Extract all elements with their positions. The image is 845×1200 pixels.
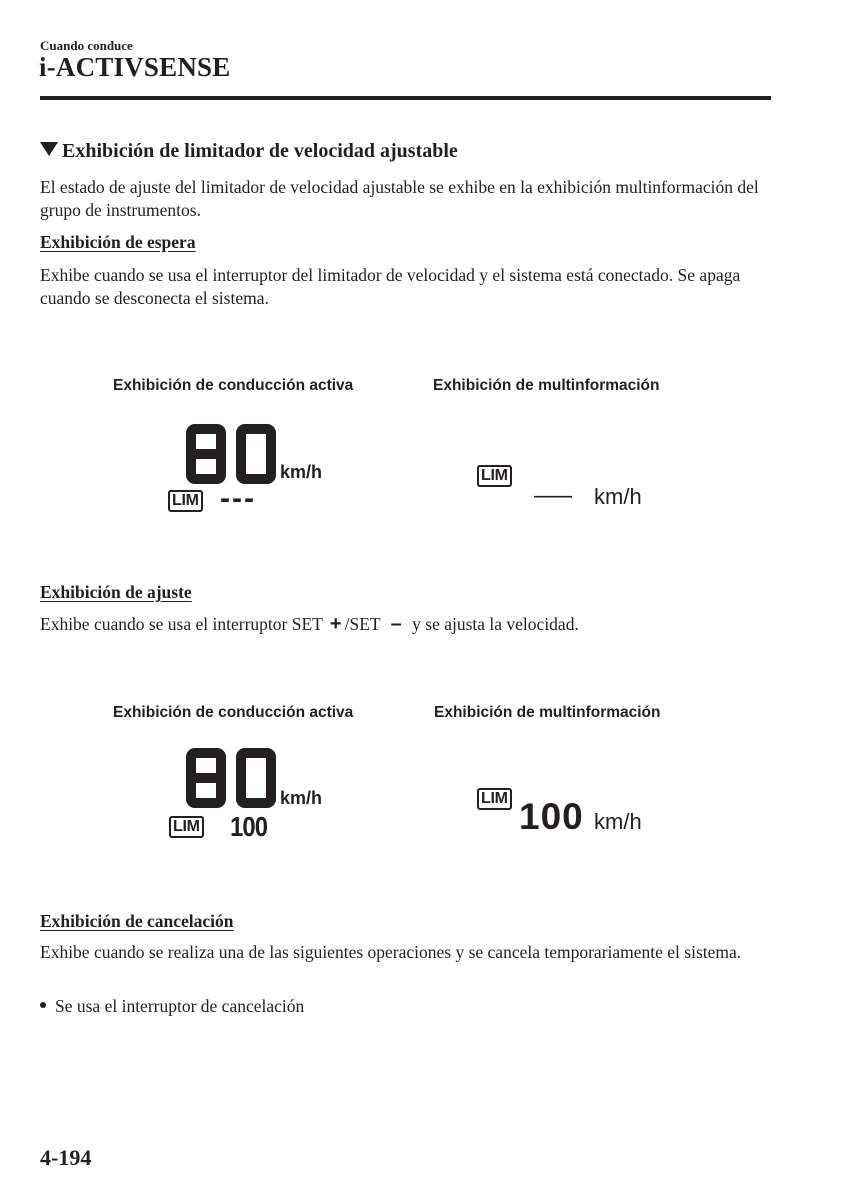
setting-active-unit: km/h <box>280 788 323 808</box>
setting-active-lim-badge: LIM <box>169 816 204 838</box>
setting-multi-unit: km/h <box>594 809 642 834</box>
setting-figure <box>0 697 845 857</box>
section-heading-text: Exhibición de limitador de velocidad ajustable <box>62 140 458 162</box>
cancel-subheading: Exhibición de cancelación <box>40 911 234 931</box>
plus-symbol: + <box>329 613 342 635</box>
setting-active-limit-value: 100 <box>230 811 268 842</box>
setting-text-after: y se ajusta la velocidad. <box>412 614 579 634</box>
section-intro: El estado de ajuste del limitador de velocidad ajustable se exhibe en la exhibición multinformación del grupo de instrumentos. <box>40 177 759 220</box>
minus-symbol: – <box>390 613 402 635</box>
standby-multi-lim-badge: LIM <box>477 465 512 487</box>
standby-active-lim-badge: LIM <box>168 490 203 512</box>
standby-caption-active: Exhibición de conducción activa <box>113 377 354 394</box>
seven-segment-80 <box>183 747 283 809</box>
cancel-bullet-list <box>40 995 780 1018</box>
section-heading <box>40 140 458 163</box>
setting-active-speed-display <box>183 747 283 809</box>
list-item <box>40 995 780 1018</box>
seven-segment-80 <box>183 423 283 485</box>
standby-active-limit-value: --- <box>220 482 256 515</box>
running-head: Cuando conduce <box>40 38 133 53</box>
setting-subheading: Exhibición de ajuste <box>40 582 192 602</box>
setting-multi-value: 100 <box>519 796 584 837</box>
cancel-text: Exhibe cuando se realiza una de las siguientes operaciones y se cancela temporariamente el sistema. <box>40 942 742 962</box>
standby-multi-unit: km/h <box>594 484 642 509</box>
standby-text: Exhibe cuando se usa el interruptor del limitador de velocidad y el sistema está conectado. Se apaga cuando se desconecta el sistema. <box>40 265 741 308</box>
header-rule <box>40 96 771 100</box>
setting-caption-multi: Exhibición de multinformación <box>434 704 661 721</box>
bullet-text: Se usa el interruptor de cancelación <box>55 996 305 1016</box>
setting-caption-active: Exhibición de conducción activa <box>113 704 354 721</box>
setting-text-before: Exhibe cuando se usa el interruptor SET <box>40 614 323 634</box>
standby-multi-value: ––– <box>534 482 572 509</box>
standby-caption-multi: Exhibición de multinformación <box>433 377 660 394</box>
setting-multi-lim-badge: LIM <box>477 788 512 810</box>
triangle-down-icon <box>40 142 58 156</box>
setting-text <box>40 613 780 636</box>
bullet-icon <box>40 1002 46 1008</box>
standby-active-speed-display <box>183 423 283 485</box>
standby-active-unit: km/h <box>280 462 323 482</box>
page-number: 4-194 <box>40 1145 92 1170</box>
standby-figure <box>0 370 845 530</box>
setting-text-middle: /SET <box>344 614 381 634</box>
chapter-title: i-ACTIVSENSE <box>39 52 231 82</box>
standby-subheading: Exhibición de espera <box>40 232 196 252</box>
